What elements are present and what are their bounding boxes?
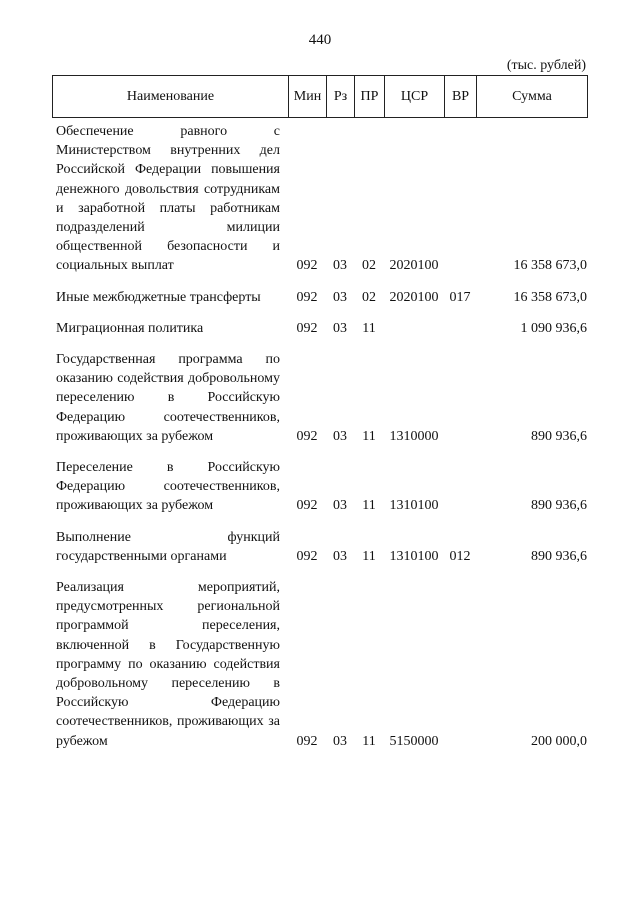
row-vr <box>444 458 476 528</box>
row-vr <box>444 122 476 288</box>
table-row <box>52 458 587 528</box>
row-name: Миграционная политика <box>56 320 204 336</box>
row-rz: 03 <box>333 498 347 514</box>
row-sum: 890 936,6 <box>531 498 587 514</box>
row-name: Выполнение функций государственными органами <box>56 529 280 564</box>
row-pr: 02 <box>362 258 376 274</box>
row-name: Государственная программа по оказанию содействия добровольному переселению в Российскую Федерацию соотечественников, проживающих за рубежом <box>56 352 280 444</box>
row-csr: 1310100 <box>389 498 439 514</box>
row-pr: 11 <box>362 320 376 336</box>
budget-table <box>52 122 587 763</box>
row-sum: 200 000,0 <box>531 733 587 749</box>
row-csr: 1310100 <box>389 548 439 564</box>
row-sum: 16 358 673,0 <box>513 289 587 305</box>
row-sum: 1 090 936,6 <box>520 320 587 336</box>
header-vr: ВР <box>445 76 477 118</box>
row-name: Иные межбюджетные трансферты <box>56 289 261 305</box>
row-name: Переселение в Российскую Федерацию соотечественников, проживающих за рубежом <box>56 460 280 514</box>
table-row <box>52 528 587 578</box>
row-min: 092 <box>296 428 318 444</box>
header-csr: ЦСР <box>385 76 445 118</box>
header-pr: ПР <box>355 76 385 118</box>
row-vr <box>444 319 476 350</box>
row-min: 092 <box>296 289 318 305</box>
table-row <box>52 578 587 763</box>
row-rz: 03 <box>333 428 347 444</box>
row-vr <box>444 578 476 763</box>
header-sum: Сумма <box>477 76 588 118</box>
header-name: Наименование <box>53 76 289 118</box>
table-row <box>52 319 587 350</box>
row-sum: 890 936,6 <box>531 548 587 564</box>
row-rz: 03 <box>333 258 347 274</box>
row-rz: 03 <box>333 320 347 336</box>
row-pr: 11 <box>362 548 376 564</box>
row-rz: 03 <box>333 733 347 749</box>
row-min: 092 <box>296 258 318 274</box>
row-rz: 03 <box>333 289 347 305</box>
row-min: 092 <box>296 498 318 514</box>
row-csr: 1310000 <box>389 428 439 444</box>
table-row <box>52 350 587 458</box>
header-min: Мин <box>289 76 327 118</box>
row-csr <box>384 319 444 350</box>
units-label: (тыс. рублей) <box>506 58 586 73</box>
row-vr: 017 <box>449 289 471 305</box>
row-rz: 03 <box>333 548 347 564</box>
row-min: 092 <box>296 733 318 749</box>
row-pr: 02 <box>362 289 376 305</box>
row-sum: 890 936,6 <box>531 428 587 444</box>
row-min: 092 <box>296 548 318 564</box>
table-header <box>52 75 588 118</box>
row-pr: 11 <box>362 498 376 514</box>
row-vr <box>444 350 476 458</box>
page-number: 440 <box>308 32 332 48</box>
header-rz: Рз <box>327 76 355 118</box>
table-row <box>52 288 587 319</box>
row-csr: 2020100 <box>389 258 439 274</box>
row-pr: 11 <box>362 733 376 749</box>
row-csr: 5150000 <box>389 733 439 749</box>
row-min: 092 <box>296 320 318 336</box>
row-pr: 11 <box>362 428 376 444</box>
row-sum: 16 358 673,0 <box>513 258 587 274</box>
row-name: Реализация мероприятий, предусмотренных региональной программой переселения, включенной в Государственную программу по оказанию содействия добровольному переселению в Российскую Федерацию соотечественников, проживающих за рубежом <box>56 580 280 749</box>
table-row <box>52 122 587 288</box>
row-name: Обеспечение равного с Министерством внутренних дел Российской Федерации повышения денежного довольствия сотрудникам и заработной платы работникам подразделений милиции общественной безопасности и социальных выплат <box>56 124 280 274</box>
row-csr: 2020100 <box>389 289 439 305</box>
row-vr: 012 <box>449 548 471 564</box>
